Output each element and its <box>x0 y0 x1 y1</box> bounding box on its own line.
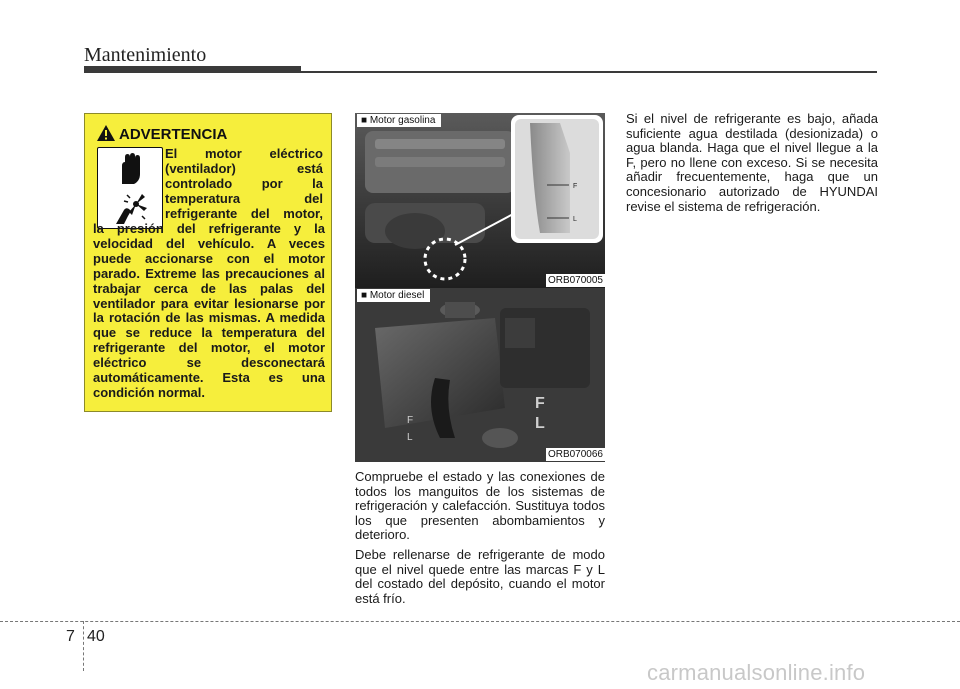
warning-lead-line: controlado por la <box>165 175 323 191</box>
warning-lead-line: temperatura del <box>165 190 323 206</box>
warning-body-text: la presión del refrigerante y la velocidad del vehículo. A veces puede accionarse con el motor parado. Extreme las precauciones al trabajar cerca de las palas del ventilador para evitar lesionarse por la rotación de las mismas. A medida que se reduce la temperatura del refrigerante del motor, el motor eléctrico se desconectará automáticamente. Esta es una condición normal. <box>93 221 325 400</box>
fill-mark-f: F <box>407 415 414 426</box>
fill-mark-f-large: F <box>535 395 545 412</box>
warning-lead-line: (ventilador) está <box>165 160 323 176</box>
figure-code: ORB070005 <box>547 275 603 286</box>
engine-photo-diesel <box>355 288 605 462</box>
warning-lead-line: refrigerante del motor, <box>165 205 323 221</box>
footer-divider <box>83 621 84 671</box>
fill-mark-l: L <box>573 216 577 223</box>
warning-title: ADVERTENCIA <box>119 126 228 143</box>
fill-mark-l: L <box>407 432 413 443</box>
chapter-number: 7 <box>66 628 75 645</box>
warning-box <box>84 113 332 412</box>
engine-photo-gasoline <box>355 113 605 288</box>
figure-diesel-engine <box>355 288 605 462</box>
page-number: 40 <box>87 628 105 645</box>
fill-mark-l-large: L <box>535 415 545 432</box>
watermark: carmanualsonline.info <box>647 660 866 685</box>
middle-column-text <box>355 470 605 611</box>
right-column-text <box>626 112 878 214</box>
hand-stop-icon <box>98 148 162 188</box>
figure-gasoline-engine <box>355 113 605 288</box>
warning-triangle-icon <box>96 124 116 142</box>
paragraph: Compruebe el estado y las conexiones de todos los manguitos de los sistemas de refrigeración y calefacción. Sustituya todos los que presenten abombamientos y deterioro. <box>355 469 605 543</box>
page-header-title: Mantenimiento <box>84 44 207 66</box>
header-rule-thin <box>301 71 877 73</box>
header-rule-thick <box>84 66 301 73</box>
warning-icons-panel <box>97 147 163 229</box>
figure-label: ■ Motor diesel <box>357 289 430 302</box>
figure-label: ■ Motor gasolina <box>357 114 441 127</box>
paragraph: Debe rellenarse de refrigerante de modo que el nivel quede entre las marcas F y L del costado del depósito, cuando el motor está frío. <box>355 546 605 606</box>
warning-lead-line: El motor eléctrico <box>165 146 323 161</box>
paragraph: Si el nivel de refrigerante es bajo, añada suficiente agua destilada (desionizada) o agua blanda. Haga que el nivel llegue a la F, pero no llene con exceso. Si se necesita añadir frecuentemente, haga que un concesionario autorizado de HYUNDAI revise el sistema de refrigeración. <box>626 111 878 214</box>
footer-rule <box>0 621 960 622</box>
warning-lead-text <box>165 147 323 222</box>
fill-mark-f: F <box>573 183 578 190</box>
figure-code: ORB070066 <box>547 449 603 460</box>
